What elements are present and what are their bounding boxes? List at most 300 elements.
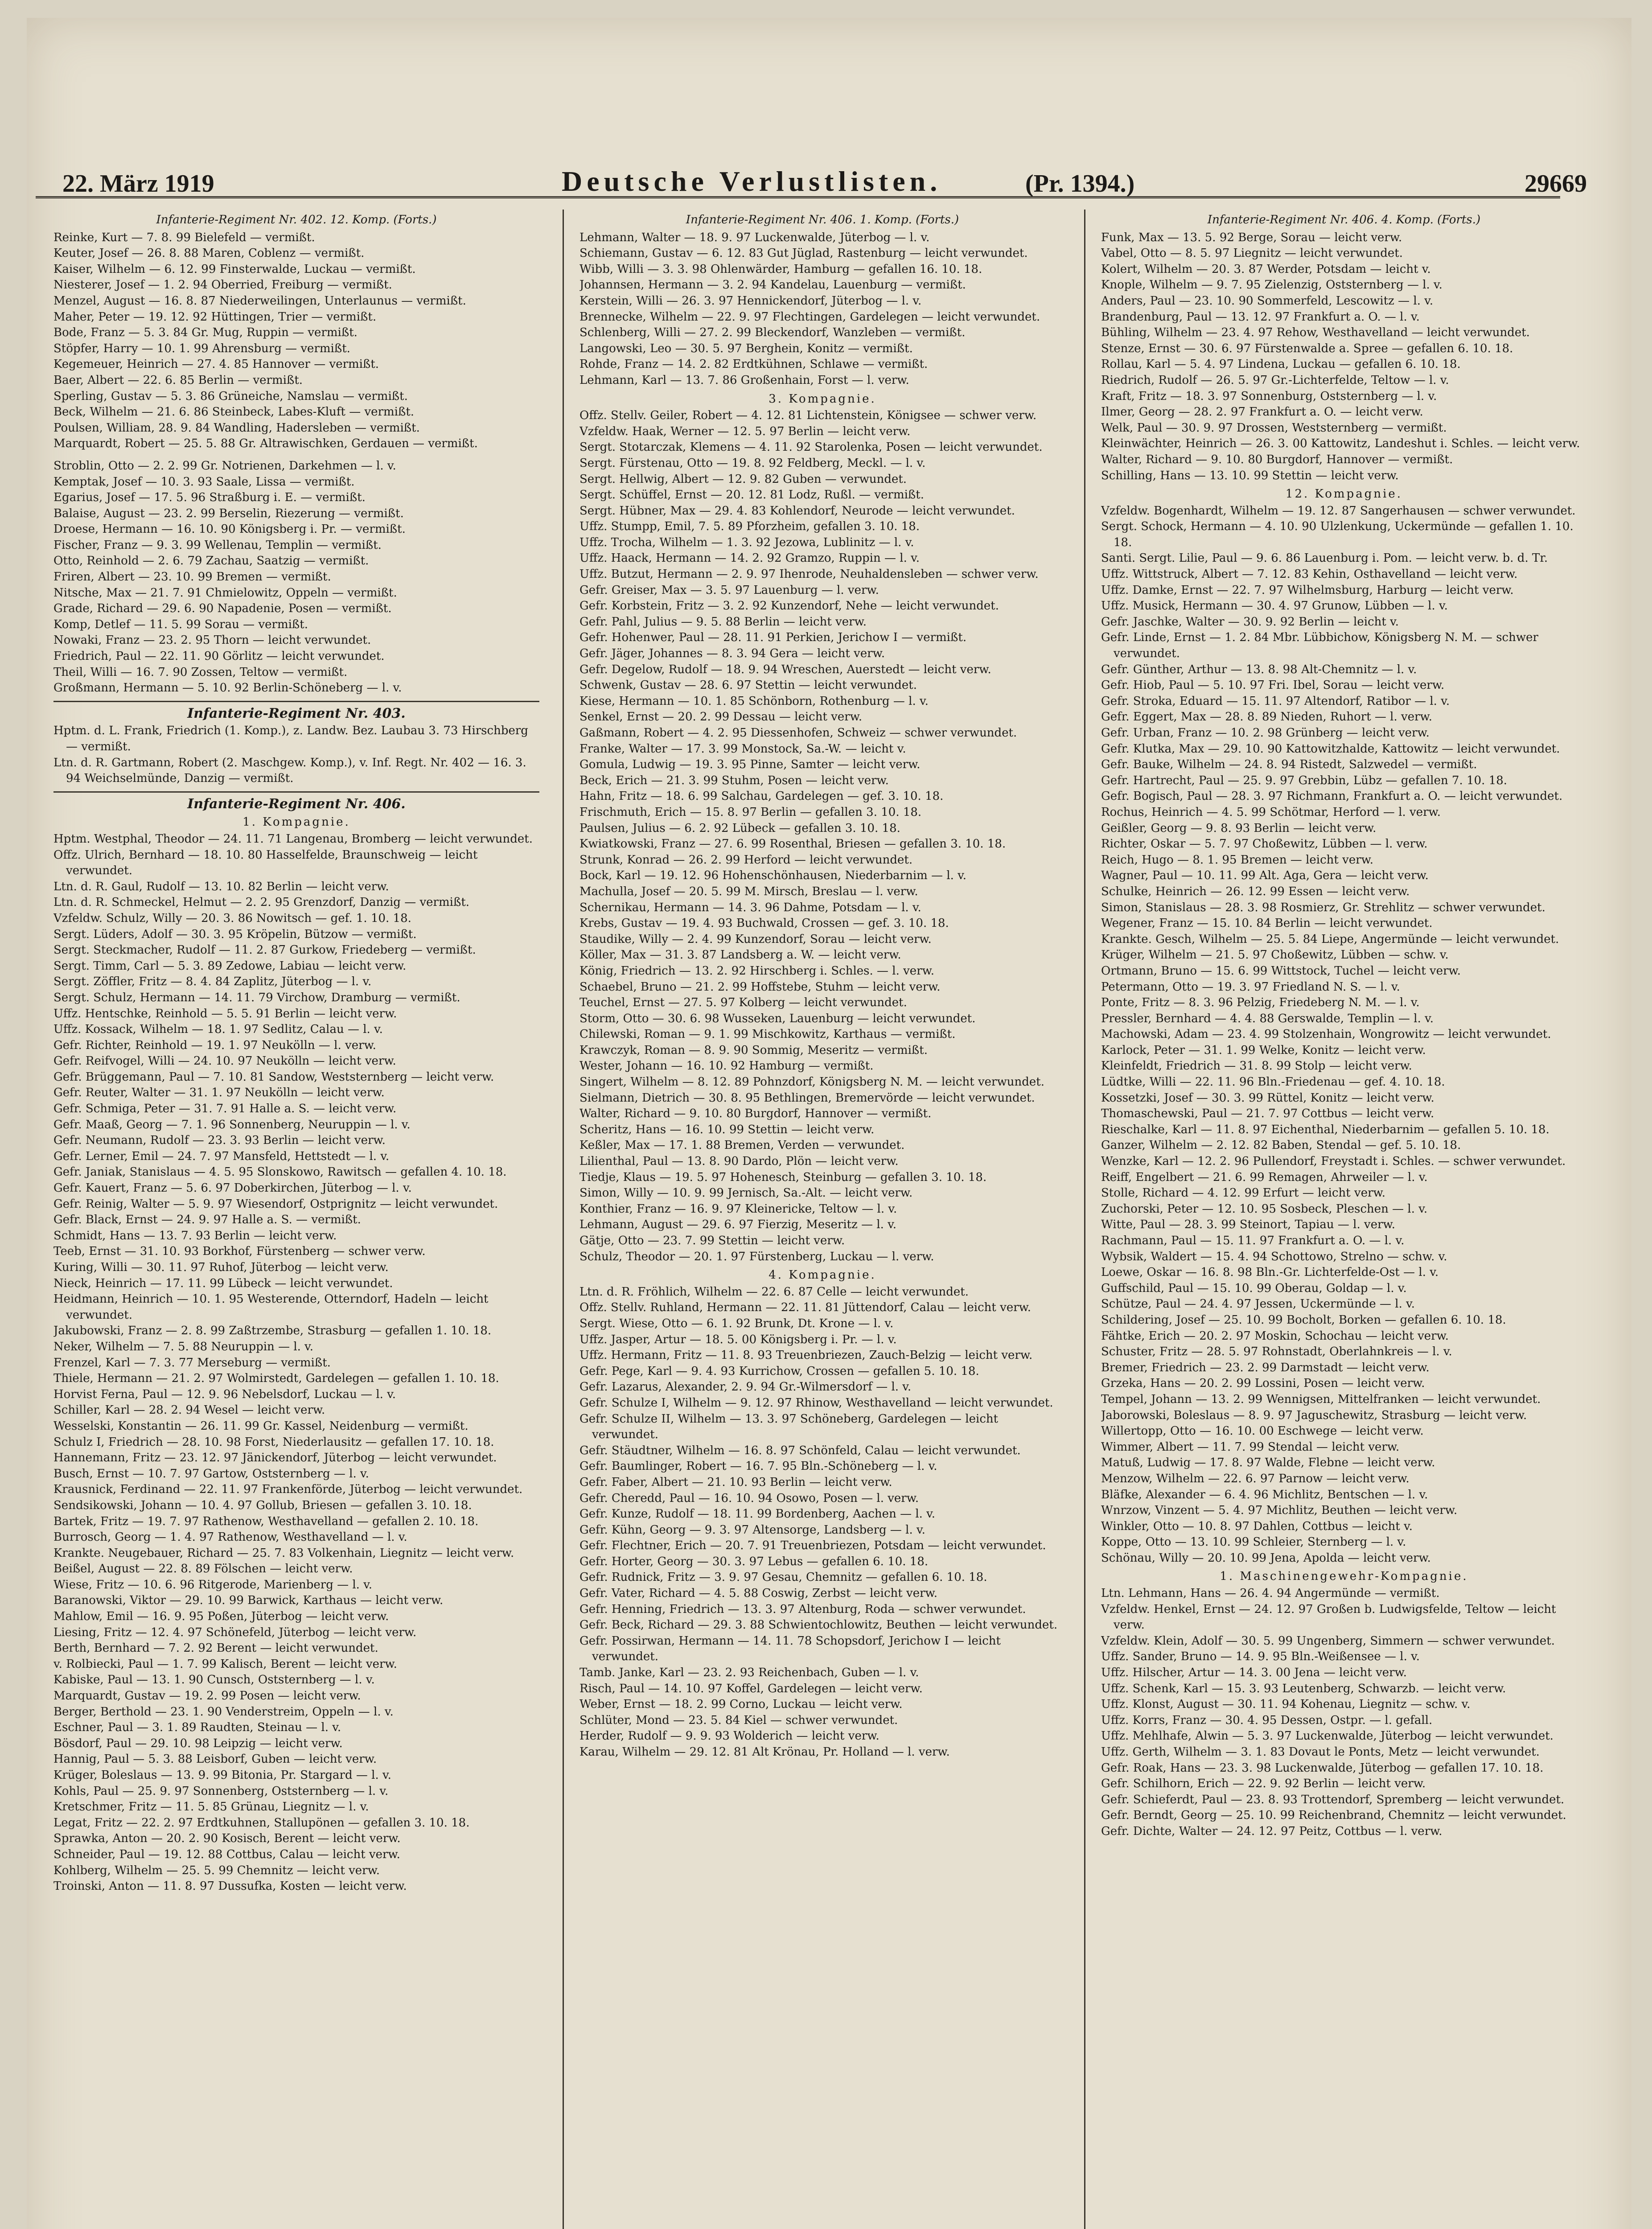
casualty-entry: Kiese, Hermann — 10. 1. 85 Schönborn, Rothenburg — l. v. <box>579 694 929 708</box>
casualty-entry: Gefr. Lerner, Emil — 24. 7. 97 Mansfeld, Hettstedt — l. v. <box>53 1149 390 1163</box>
casualty-entry: Weber, Ernst — 18. 2. 99 Corno, Luckau — leicht verw. <box>579 1698 903 1711</box>
spacer <box>53 452 539 458</box>
casualty-entry: Singert, Wilhelm — 8. 12. 89 Pohnzdorf, Königsberg N. M. — leicht verwundet. <box>579 1075 1044 1089</box>
casualty-entry: Jaborowski, Boleslaus — 8. 9. 97 Jaguschewitz, Strasburg — leicht verw. <box>1101 1408 1527 1422</box>
casualty-entry: Reiff, Engelbert — 21. 6. 99 Remagen, Ahrweiler — l. v. <box>1101 1170 1428 1184</box>
casualty-entry: Gefr. Pege, Karl — 9. 4. 93 Kurrichow, Crossen — gefallen 5. 10. 18. <box>579 1364 979 1378</box>
casualty-entry: Gefr. Stroka, Eduard — 15. 11. 97 Altendorf, Ratibor — l. v. <box>1101 694 1450 708</box>
casualty-entry: Johannsen, Hermann — 3. 2. 94 Kandelau, Lauenburg — vermißt. <box>579 278 966 292</box>
regiment-heading: Infanterie-Regiment Nr. 403. <box>187 705 406 721</box>
casualty-entry: Gefr. Bauke, Wilhelm — 24. 8. 94 Ristedt, Salzwedel — vermißt. <box>1101 758 1477 772</box>
casualty-entry: Uffz. Damke, Ernst — 22. 7. 97 Wilhelmsburg, Harburg — leicht verw. <box>1101 583 1514 597</box>
casualty-entry: Schiemann, Gustav — 6. 12. 83 Gut Jüglad, Rastenburg — leicht verwundet. <box>579 247 1028 260</box>
casualty-entry: Krüger, Boleslaus — 13. 9. 99 Bitonia, Pr. Stargard — l. v. <box>53 1768 391 1782</box>
casualty-entry: Kaiser, Wilhelm — 6. 12. 99 Finsterwalde, Luckau — vermißt. <box>53 262 416 276</box>
casualty-entry: Gefr. Urban, Franz — 10. 2. 98 Grünberg — leicht verw. <box>1101 726 1430 740</box>
casualty-entry: Sergt. Stotarczak, Klemens — 4. 11. 92 Starolenka, Posen — leicht verwundet. <box>579 440 1043 454</box>
casualty-entry: Fähtke, Erich — 20. 2. 97 Moskin, Schochau — leicht verw. <box>1101 1329 1449 1343</box>
casualty-entry: Kohls, Paul — 25. 9. 97 Sonnenberg, Oststernberg — l. v. <box>53 1784 389 1798</box>
casualty-entry: Paulsen, Julius — 6. 2. 92 Lübeck — gefallen 3. 10. 18. <box>579 821 900 835</box>
casualty-entry: Brennecke, Wilhelm — 22. 9. 97 Flechtingen, Gardelegen — leicht verwundet. <box>579 310 1040 324</box>
casualty-entry: Gefr. Linde, Ernst — 1. 2. 84 Mbr. Lübbichow, Königsberg N. M. — schwer verwundet. <box>1101 631 1538 661</box>
casualty-entry: Schiller, Karl — 28. 2. 94 Wesel — leicht verw. <box>53 1403 325 1417</box>
casualty-entry: Gefr. Neumann, Rudolf — 23. 3. 93 Berlin — leicht verw. <box>53 1134 386 1147</box>
casualty-entry: Schönau, Willy — 20. 10. 99 Jena, Apolda — leicht verw. <box>1101 1551 1431 1565</box>
casualty-entry: Storm, Otto — 30. 6. 98 Wusseken, Lauenburg — leicht verwundet. <box>579 1012 976 1025</box>
casualty-entry: Menzow, Wilhelm — 22. 6. 97 Parnow — leicht verw. <box>1101 1472 1410 1485</box>
casualty-entry: Gefr. Cheredd, Paul — 16. 10. 94 Osowo, Posen — l. verw. <box>579 1491 919 1505</box>
casualty-entry: Krüger, Wilhelm — 21. 5. 97 Choßewitz, Lübben — schw. v. <box>1101 948 1449 962</box>
casualty-entry: Chilewski, Roman — 9. 1. 99 Mischkowitz, Karthaus — vermißt. <box>579 1028 956 1041</box>
casualty-entry: Gefr. Pahl, Julius — 9. 5. 88 Berlin — leicht verw. <box>579 615 867 629</box>
casualty-entry: Gefr. Maaß, Georg — 7. 1. 96 Sonnenberg, Neuruppin — l. v. <box>53 1118 411 1131</box>
casualty-entry: Brandenburg, Paul — 13. 12. 97 Frankfurt a. O. — l. v. <box>1101 310 1420 324</box>
header-issue: (Pr. 1394.) <box>1025 170 1135 197</box>
casualty-entry: Willertopp, Otto — 16. 10. 00 Eschwege — leicht verw. <box>1101 1424 1424 1438</box>
casualty-entry: Horvist Ferna, Paul — 12. 9. 96 Nebelsdorf, Luckau — l. v. <box>53 1387 396 1401</box>
casualty-entry: Schuster, Fritz — 28. 5. 97 Rohnstadt, Oberlahnkreis — l. v. <box>1101 1345 1452 1359</box>
casualty-entry: Wimmer, Albert — 11. 7. 99 Stendal — leicht verw. <box>1101 1440 1400 1454</box>
casualty-entry: Ponte, Fritz — 8. 3. 96 Pelzig, Friedeberg N. M. — l. v. <box>1101 996 1420 1010</box>
casualty-entry: Wesselski, Konstantin — 26. 11. 99 Gr. Kassel, Neidenburg — vermißt. <box>53 1419 468 1433</box>
casualty-entry: Troinski, Anton — 11. 8. 97 Dussufka, Kosten — leicht verw. <box>53 1879 407 1893</box>
casualty-entry: Gefr. Jaschke, Walter — 30. 9. 92 Berlin — leicht v. <box>1101 615 1399 629</box>
casualty-entry: Teeb, Ernst — 31. 10. 93 Borkhof, Fürstenberg — schwer verw. <box>53 1245 426 1258</box>
casualty-entry: Gefr. Schmiga, Peter — 31. 7. 91 Halle a. S. — leicht verw. <box>53 1102 397 1116</box>
casualty-entry: Sielmann, Dietrich — 30. 8. 95 Bethlingen, Bremervörde — leicht verwundet. <box>579 1091 1035 1105</box>
casualty-entry: Gefr. Henning, Friedrich — 13. 3. 97 Altenburg, Roda — schwer verwundet. <box>579 1602 1026 1616</box>
casualty-entry: Krawczyk, Roman — 8. 9. 90 Sommig, Meseritz — vermißt. <box>579 1043 928 1057</box>
casualty-entry: Sprawka, Anton — 20. 2. 90 Kosisch, Berent — leicht verw. <box>53 1832 401 1846</box>
casualty-entry: Frischmuth, Erich — 15. 8. 97 Berlin — gefallen 3. 10. 18. <box>579 805 922 819</box>
casualty-entry: Vabel, Otto — 8. 5. 97 Liegnitz — leicht verwundet. <box>1101 247 1403 260</box>
casualty-entry: Walter, Richard — 9. 10. 80 Burgdorf, Hannover — vermißt. <box>579 1107 932 1121</box>
casualty-entry: Kwiatkowski, Franz — 27. 6. 99 Rosenthal, Briesen — gefallen 3. 10. 18. <box>579 837 1006 851</box>
casualty-entry: Offz. Ulrich, Bernhard — 18. 10. 80 Hasselfelde, Braunschweig — leicht verwundet. <box>53 848 478 878</box>
casualty-entry: Sergt. Hellwig, Albert — 12. 9. 82 Guben — verwundet. <box>579 472 907 486</box>
casualty-entry: Uffz. Hentschke, Reinhold — 5. 5. 91 Berlin — leicht verw. <box>53 1007 397 1020</box>
casualty-entry: Krausnick, Ferdinand — 22. 11. 97 Frankenförde, Jüterbog — leicht verwundet. <box>53 1483 523 1497</box>
casualty-entry: Friren, Albert — 23. 10. 99 Bremen — vermißt. <box>53 570 331 584</box>
casualty-entry: Risch, Paul — 14. 10. 97 Koffel, Gardelegen — leicht verw. <box>579 1682 923 1695</box>
casualty-entry: Uffz. Wittstruck, Albert — 7. 12. 83 Kehin, Osthavelland — leicht verw. <box>1101 568 1518 581</box>
casualty-entry: Egarius, Josef — 17. 5. 96 Straßburg i. E. — vermißt. <box>53 491 366 505</box>
casualty-entry: Gefr. Dichte, Walter — 24. 12. 97 Peitz, Cottbus — l. verw. <box>1101 1824 1442 1838</box>
casualty-entry: Vzfeldw. Bogenhardt, Wilhelm — 19. 12. 87 Sangerhausen — schwer verwundet. <box>1101 504 1576 518</box>
casualty-entry: Richter, Oskar — 5. 7. 97 Choßewitz, Lübben — l. verw. <box>1101 837 1428 851</box>
casualty-entry: Schulz, Theodor — 20. 1. 97 Fürstenberg, Luckau — l. verw. <box>579 1250 934 1263</box>
casualty-entry: Schernikau, Hermann — 14. 3. 96 Dahme, Potsdam — l. v. <box>579 901 921 914</box>
casualty-entry: Beißel, August — 22. 8. 89 Fölschen — leicht verw. <box>53 1562 353 1576</box>
casualty-entry: Machowski, Adam — 23. 4. 99 Stolzenhain, Wongrowitz — leicht verwundet. <box>1101 1028 1551 1041</box>
casualty-entry: Schwenk, Gustav — 28. 6. 97 Stettin — leicht verwundet. <box>579 679 917 692</box>
casualty-entry: Kuring, Willi — 30. 11. 97 Ruhof, Jüterbog — leicht verw. <box>53 1261 389 1274</box>
casualty-entry: Thomaschewski, Paul — 21. 7. 97 Cottbus — leicht verw. <box>1101 1107 1434 1121</box>
casualty-entry: Lilienthal, Paul — 13. 8. 90 Dardo, Plön — leicht verw. <box>579 1155 899 1168</box>
casualty-entry: Gefr. Richter, Reinhold — 19. 1. 97 Neukölln — l. verw. <box>53 1038 376 1052</box>
casualty-entry: Vzfeldw. Schulz, Willy — 20. 3. 86 Nowitsch — gef. 1. 10. 18. <box>53 911 411 925</box>
casualty-entry: Matuß, Ludwig — 17. 8. 97 Walde, Flebne — leicht verw. <box>1101 1456 1435 1470</box>
casualty-entry: Uffz. Butzut, Hermann — 2. 9. 97 Ihenrode, Neuhaldensleben — schwer verw. <box>579 568 1039 581</box>
casualty-entry: Berth, Bernhard — 7. 2. 92 Berent — leicht verwundet. <box>53 1641 378 1655</box>
casualty-entry: Kretschmer, Fritz — 11. 5. 85 Grünau, Liegnitz — l. v. <box>53 1800 369 1814</box>
casualty-entry: Krankte. Gesch, Wilhelm — 25. 5. 84 Liepe, Angermünde — leicht verwundet. <box>1101 932 1559 946</box>
section-rule <box>53 791 539 793</box>
casualty-entry: Gefr. Faber, Albert — 21. 10. 93 Berlin — leicht verw. <box>579 1475 892 1489</box>
casualty-entry: Gefr. Janiak, Stanislaus — 4. 5. 95 Slonskowo, Rawitsch — gefallen 4. 10. 18. <box>53 1165 507 1179</box>
casualty-entry: Sergt. Zöffler, Fritz — 8. 4. 84 Zaplitz, Jüterbog — l. v. <box>53 975 372 989</box>
casualty-entry: Gaßmann, Robert — 4. 2. 95 Diessenhofen, Schweiz — schwer verwundet. <box>579 726 1017 740</box>
casualty-entry: Tiedje, Klaus — 19. 5. 97 Hohenesch, Steinburg — gefallen 3. 10. 18. <box>579 1170 987 1184</box>
casualty-entry: Franke, Walter — 17. 3. 99 Monstock, Sa.-W. — leicht v. <box>579 742 906 756</box>
casualty-entry: Berger, Berthold — 23. 1. 90 Venderstreim, Oppeln — l. v. <box>53 1705 394 1719</box>
casualty-entry: Tempel, Johann — 13. 2. 99 Wennigsen, Mittelfranken — leicht verwundet. <box>1101 1392 1541 1406</box>
column-divider <box>1084 210 1085 2229</box>
casualty-entry: Pressler, Bernhard — 4. 4. 88 Gerswalde, Templin — l. v. <box>1101 1012 1434 1025</box>
header-page-number: 29669 <box>1525 170 1587 197</box>
casualty-entry: Uffz. Gerth, Wilhelm — 3. 1. 83 Dovaut le Ponts, Metz — leicht verwundet. <box>1101 1745 1540 1759</box>
casualty-entry: Gefr. Black, Ernst — 24. 9. 97 Halle a. S. — vermißt. <box>53 1213 361 1227</box>
casualty-entry: Anders, Paul — 23. 10. 90 Sommerfeld, Lescowitz — l. v. <box>1101 294 1434 308</box>
casualty-entry: Gefr. Schieferdt, Paul — 23. 8. 93 Trottendorf, Spremberg — leicht verwundet. <box>1101 1793 1565 1806</box>
casualty-entry: Bode, Franz — 5. 3. 84 Gr. Mug, Ruppin — vermißt. <box>53 326 358 340</box>
casualty-entry: Wegener, Franz — 15. 10. 84 Berlin — leicht verwundet. <box>1101 917 1433 930</box>
casualty-entry: Thiele, Hermann — 21. 2. 97 Wolmirstedt, Gardelegen — gefallen 1. 10. 18. <box>53 1372 499 1386</box>
casualty-entry: Tamb. Janke, Karl — 23. 2. 93 Reichenbach, Guben — l. v. <box>579 1666 919 1680</box>
casualty-entry: Sergt. Hübner, Max — 29. 4. 83 Kohlendorf, Neurode — leicht verwundet. <box>579 504 1015 518</box>
casualty-entry: Kolert, Wilhelm — 20. 3. 87 Werder, Potsdam — leicht v. <box>1101 262 1431 276</box>
casualty-entry: Gefr. Brüggemann, Paul — 7. 10. 81 Sandow, Weststernberg — leicht verw. <box>53 1070 494 1084</box>
casualty-entry: Gefr. Günther, Arthur — 13. 8. 98 Alt-Chemnitz — l. v. <box>1101 662 1417 676</box>
casualty-entry: Beck, Erich — 21. 3. 99 Stuhm, Posen — leicht verw. <box>579 773 889 787</box>
casualty-entry: König, Friedrich — 13. 2. 92 Hirschberg i. Schles. — l. verw. <box>579 964 935 978</box>
casualty-entry: Lüdtke, Willi — 22. 11. 96 Bln.-Friedenau — gef. 4. 10. 18. <box>1101 1075 1445 1089</box>
casualty-entry: Keßler, Max — 17. 1. 88 Bremen, Verden — verwundet. <box>579 1139 905 1152</box>
casualty-entry: Balaise, August — 23. 2. 99 Berselin, Riezerung — vermißt. <box>53 506 404 520</box>
casualty-entry: Uffz. Trocha, Wilhelm — 1. 3. 92 Jezowa, Lublinitz — l. v. <box>579 535 914 549</box>
casualty-entry: Kohlberg, Wilhelm — 25. 5. 99 Chemnitz — leicht verw. <box>53 1863 380 1877</box>
casualty-entry: Gefr. Schulze I, Wilhelm — 9. 12. 97 Rhinow, Westhavelland — leicht verwundet. <box>579 1396 1053 1410</box>
casualty-entry: Senkel, Ernst — 20. 2. 99 Dessau — leicht verw. <box>579 710 863 724</box>
casualty-entry: Ltn. d. R. Fröhlich, Wilhelm — 22. 6. 87 Celle — leicht verwundet. <box>579 1285 969 1299</box>
casualty-entry: Simon, Willy — 10. 9. 99 Jernisch, Sa.-Alt. — leicht verw. <box>579 1186 913 1200</box>
column-1 <box>53 210 539 2229</box>
casualty-entry: Uffz. Hilscher, Artur — 14. 3. 00 Jena — leicht verw. <box>1101 1666 1407 1680</box>
casualty-entry: Rieschalke, Karl — 11. 8. 97 Eichenthal, Niederbarnim — gefallen 5. 10. 18. <box>1101 1123 1549 1136</box>
casualty-entry: Wenzke, Karl — 12. 2. 96 Pullendorf, Freystadt i. Schles. — schwer verwundet. <box>1101 1155 1566 1168</box>
casualty-entry: Lehmann, August — 29. 6. 97 Fierzig, Meseritz — l. v. <box>579 1218 897 1232</box>
casualty-entry: Schlenberg, Willi — 27. 2. 99 Bleckendorf, Wanzleben — vermißt. <box>579 326 966 340</box>
casualty-entry: Bühling, Wilhelm — 23. 4. 97 Rehow, Westhavelland — leicht verwundet. <box>1101 326 1530 340</box>
casualty-entry: Gefr. Reuter, Walter — 31. 1. 97 Neukölln — leicht verw. <box>53 1086 385 1100</box>
casualty-entry: Kleinfeldt, Friedrich — 31. 8. 99 Stolp — leicht verw. <box>1101 1059 1412 1073</box>
casualty-entry: Droese, Hermann — 16. 10. 90 Königsberg i. Pr. — vermißt. <box>53 522 406 536</box>
casualty-entry: Uffz. Musick, Hermann — 30. 4. 97 Grunow, Lübben — l. v. <box>1101 599 1448 613</box>
casualty-entry: Offz. Stellv. Ruhland, Hermann — 22. 11. 81 Jüttendorf, Calau — leicht verw. <box>579 1301 1031 1315</box>
casualty-entry: Gefr. Schilhorn, Erich — 22. 9. 92 Berlin — leicht verw. <box>1101 1777 1426 1791</box>
casualty-entry: Rollau, Karl — 5. 4. 97 Lindena, Luckau — gefallen 6. 10. 18. <box>1101 358 1461 371</box>
casualty-entry: Sergt. Lüders, Adolf — 30. 3. 95 Kröpelin, Bützow — vermißt. <box>53 927 417 941</box>
casualty-entry: Hannig, Paul — 5. 3. 88 Leisborf, Guben — leicht verw. <box>53 1752 377 1766</box>
casualty-entry: Knople, Wilhelm — 9. 7. 95 Zielenzig, Oststernberg — l. v. <box>1101 278 1442 292</box>
casualty-entry: Kleinwächter, Heinrich — 26. 3. 00 Kattowitz, Landeshut i. Schles. — leicht verw. <box>1101 437 1580 451</box>
casualty-entry: v. Rolbiecki, Paul — 1. 7. 99 Kalisch, Berent — leicht verw. <box>53 1657 397 1671</box>
casualty-entry: Baranowski, Viktor — 29. 10. 99 Barwick, Karthaus — leicht verw. <box>53 1594 444 1608</box>
casualty-entry: Guffschild, Paul — 15. 10. 99 Oberau, Goldap — l. v. <box>1101 1281 1407 1295</box>
casualty-entry: Ltn. Lehmann, Hans — 26. 4. 94 Angermünde — vermißt. <box>1101 1587 1440 1600</box>
casualty-entry: Gefr. Jäger, Johannes — 8. 3. 94 Gera — leicht verw. <box>579 647 885 661</box>
casualty-entry: Schildering, Josef — 25. 10. 99 Bocholt, Borken — gefallen 6. 10. 18. <box>1101 1313 1506 1327</box>
casualty-entry: Offz. Stellv. Geiler, Robert — 4. 12. 81 Lichtenstein, Königsee — schwer verw. <box>579 409 1037 423</box>
continuation-heading: Infanterie-Regiment Nr. 406. 1. Komp. (Forts.) <box>686 213 959 226</box>
casualty-entry: Grade, Richard — 29. 6. 90 Napadenie, Posen — vermißt. <box>53 602 392 616</box>
casualty-entry: Neker, Wilhelm — 7. 5. 88 Neuruppin — l. v. <box>53 1340 314 1353</box>
casualty-entry: Poulsen, William, 28. 9. 84 Wandling, Hadersleben — vermißt. <box>53 421 420 435</box>
casualty-entry: Gefr. Reinig, Walter — 5. 9. 97 Wiesendorf, Ostprignitz — leicht verwundet. <box>53 1197 498 1211</box>
casualty-entry: Gefr. Flechtner, Erich — 20. 7. 91 Treuenbriezen, Potsdam — leicht verwundet. <box>579 1539 1046 1553</box>
column-divider <box>563 210 564 2229</box>
casualty-entry: Maher, Peter — 19. 12. 92 Hüttingen, Trier — vermißt. <box>53 310 377 324</box>
casualty-entry: Gefr. Kühn, Georg — 9. 3. 97 Altensorge, Landsberg — l. v. <box>579 1523 925 1537</box>
casualty-entry: Sergt. Fürstenau, Otto — 19. 8. 92 Feldberg, Meckl. — l. v. <box>579 456 926 470</box>
casualty-entry: Wibb, Willi — 3. 3. 98 Ohlenwärder, Hamburg — gefallen 16. 10. 18. <box>579 262 982 276</box>
casualty-entry: Friedrich, Paul — 22. 11. 90 Görlitz — leicht verwundet. <box>53 650 385 663</box>
casualty-entry: Lehmann, Walter — 18. 9. 97 Luckenwalde, Jüterbog — l. v. <box>579 230 930 244</box>
casualty-entry: Bösdorf, Paul — 29. 10. 98 Leipzig — leicht verw. <box>53 1736 343 1750</box>
casualty-entry: Gomula, Ludwig — 19. 3. 95 Pinne, Samter — leicht verw. <box>579 758 921 772</box>
casualty-entry: Wnrzow, Vinzent — 5. 4. 97 Michlitz, Beuthen — leicht verw. <box>1101 1504 1458 1518</box>
casualty-entry: Busch, Ernst — 10. 7. 97 Gartow, Oststernberg — l. v. <box>53 1467 369 1481</box>
casualty-entry: Burrosch, Georg — 1. 4. 97 Rathenow, Westhavelland — l. v. <box>53 1530 407 1544</box>
casualty-entry: Gefr. Lazarus, Alexander, 2. 9. 94 Gr.-Wilmersdorf — l. v. <box>579 1380 912 1394</box>
casualty-entry: Kabiske, Paul — 13. 1. 90 Cunsch, Oststernberg — l. v. <box>53 1673 375 1687</box>
casualty-entry: Gefr. Berndt, Georg — 25. 10. 99 Reichenbrand, Chemnitz — leicht verwundet. <box>1101 1809 1566 1822</box>
casualty-entry: Ltn. d. R. Gartmann, Robert (2. Maschgew. Komp.), v. Inf. Regt. Nr. 402 — 16. 3. 94 Weichselmünde, Danzig — vermißt. <box>53 756 526 785</box>
casualty-entry: Bock, Karl — 19. 12. 96 Hohenschönhausen, Niederbarnim — l. v. <box>579 869 967 883</box>
casualty-entry: Bremer, Friedrich — 23. 2. 99 Darmstadt — leicht verw. <box>1101 1361 1430 1374</box>
casualty-entry: Bartek, Fritz — 19. 7. 97 Rathenow, Westhavelland — gefallen 2. 10. 18. <box>53 1514 479 1528</box>
casualty-entry: Sergt. Timm, Carl — 5. 3. 89 Zedowe, Labiau — leicht verw. <box>53 959 407 973</box>
casualty-entry: Gefr. Beck, Richard — 29. 3. 88 Schwientochlowitz, Beuthen — leicht verwundet. <box>579 1618 1058 1632</box>
casualty-entry: Vzfeldw. Klein, Adolf — 30. 5. 99 Ungenberg, Simmern — schwer verwundet. <box>1101 1634 1555 1648</box>
continuation-heading: Infanterie-Regiment Nr. 406. 4. Komp. (Forts.) <box>1207 213 1481 226</box>
casualty-entry: Rochus, Heinrich — 4. 5. 99 Schötmar, Herford — l. verw. <box>1101 805 1441 819</box>
casualty-entry: Bläfke, Alexander — 6. 4. 96 Michlitz, Bentschen — l. v. <box>1101 1488 1428 1501</box>
column-2 <box>579 210 1065 2229</box>
casualty-entry: Wiese, Fritz — 10. 6. 96 Ritgerode, Marienberg — l. v. <box>53 1578 373 1592</box>
casualty-entry: Hannemann, Fritz — 23. 12. 97 Jänickendorf, Jüterbog — leicht verwundet. <box>53 1451 497 1465</box>
casualty-entry: Mahlow, Emil — 16. 9. 95 Poßen, Jüterbog — leicht verw. <box>53 1610 389 1624</box>
casualty-entry: Gefr. Degelow, Rudolf — 18. 9. 94 Wreschen, Auerstedt — leicht verw. <box>579 662 991 676</box>
casualty-entry: Gefr. Stäudtner, Wilhelm — 16. 8. 97 Schönfeld, Calau — leicht verwundet. <box>579 1444 1021 1457</box>
casualty-entry: Reinke, Kurt — 7. 8. 99 Bielefeld — vermißt. <box>53 230 315 244</box>
casualty-entry: Geißler, Georg — 9. 8. 93 Berlin — leicht verw. <box>1101 821 1377 835</box>
casualty-entry: Loewe, Oskar — 16. 8. 98 Bln.-Gr. Lichterfelde-Ost — l. v. <box>1101 1266 1439 1279</box>
casualty-entry: Niesterer, Josef — 1. 2. 94 Oberried, Freiburg — vermißt. <box>53 278 392 292</box>
casualty-entry: Sergt. Schulz, Hermann — 14. 11. 79 Virchow, Dramburg — vermißt. <box>53 991 460 1004</box>
casualty-entry: Ganzer, Wilhelm — 2. 12. 82 Baben, Stendal — gef. 5. 10. 18. <box>1101 1139 1461 1152</box>
casualty-entry: Jakubowski, Franz — 2. 8. 99 Zaßtrzembe, Strasburg — gefallen 1. 10. 18. <box>53 1324 492 1338</box>
casualty-entry: Gefr. Vater, Richard — 4. 5. 88 Coswig, Zerbst — leicht verw. <box>579 1587 937 1600</box>
casualty-entry: Stroblin, Otto — 2. 2. 99 Gr. Notrienen, Darkehmen — l. v. <box>53 459 396 473</box>
casualty-entry: Gefr. Hohenwer, Paul — 28. 11. 91 Perkien, Jerichow I — vermißt. <box>579 631 967 645</box>
casualty-entry: Ltn. d. R. Gaul, Rudolf — 13. 10. 82 Berlin — leicht verw. <box>53 880 389 893</box>
casualty-entry: Nitsche, Max — 21. 7. 91 Chmielowitz, Oppeln — vermißt. <box>53 586 397 600</box>
casualty-entry: Simon, Stanislaus — 28. 3. 98 Rosmierz, Gr. Strehlitz — schwer verwundet. <box>1101 901 1545 914</box>
casualty-entry: Kerstein, Willi — 26. 3. 97 Hennickendorf, Jüterbog — l. v. <box>579 294 922 308</box>
casualty-entry: Sergt. Schock, Hermann — 4. 10. 90 Ulzlenkung, Uckermünde — gefallen 1. 10. 18. <box>1101 520 1574 549</box>
casualty-entry: Sergt. Wiese, Otto — 6. 1. 92 Brunk, Dt. Krone — l. v. <box>579 1316 894 1330</box>
casualty-entry: Gefr. Korbstein, Fritz — 3. 2. 92 Kunzendorf, Nehe — leicht verwundet. <box>579 599 999 613</box>
casualty-entry: Herder, Rudolf — 9. 9. 93 Wolderich — leicht verw. <box>579 1729 879 1743</box>
casualty-entry: Uffz. Haack, Hermann — 14. 2. 92 Gramzo, Ruppin — l. v. <box>579 551 920 565</box>
casualty-entry: Rachmann, Paul — 15. 11. 97 Frankfurt a. O. — l. v. <box>1101 1234 1405 1247</box>
regiment-heading: Infanterie-Regiment Nr. 406. <box>187 796 406 812</box>
casualty-entry: Liesing, Fritz — 12. 4. 97 Schönefeld, Jüterbog — leicht verw. <box>53 1625 417 1639</box>
casualty-entry: Gefr. Greiser, Max — 3. 5. 97 Lauenburg — l. verw. <box>579 583 879 597</box>
casualty-entry: Karau, Wilhelm — 29. 12. 81 Alt Krönau, Pr. Holland — l. verw. <box>579 1745 950 1759</box>
casualty-entry: Hptm. Westphal, Theodor — 24. 11. 71 Langenau, Bromberg — leicht verwundet. <box>53 832 533 846</box>
casualty-entry: Riedrich, Rudolf — 26. 5. 97 Gr.-Lichterfelde, Teltow — l. v. <box>1101 373 1449 387</box>
casualty-entry: Strunk, Konrad — 26. 2. 99 Herford — leicht verwundet. <box>579 853 913 867</box>
casualty-entry: Machulla, Josef — 20. 5. 99 M. Mirsch, Breslau — l. verw. <box>579 884 918 898</box>
column-3 <box>1101 210 1587 2229</box>
continuation-heading: Infanterie-Regiment Nr. 402. 12. Komp. (Forts.) <box>156 213 437 226</box>
casualty-entry: Komp, Detlef — 11. 5. 99 Sorau — vermißt. <box>53 617 308 631</box>
casualty-entry: Schlüter, Mond — 23. 5. 84 Kiel — schwer verwundet. <box>579 1713 898 1727</box>
casualty-entry: Gefr. Eggert, Max — 28. 8. 89 Nieden, Ruhort — l. verw. <box>1101 710 1432 724</box>
casualty-entry: Stöpfer, Harry — 10. 1. 99 Ahrensburg — vermißt. <box>53 341 350 355</box>
casualty-entry: Uffz. Schenk, Karl — 15. 3. 93 Leutenberg, Schwarzb. — leicht verw. <box>1101 1682 1506 1695</box>
casualty-entry: Langowski, Leo — 30. 5. 97 Berghein, Konitz — vermißt. <box>579 341 913 355</box>
casualty-entry: Gefr. Baumlinger, Robert — 16. 7. 95 Bln.-Schöneberg — l. v. <box>579 1460 937 1473</box>
casualty-entry: Schütze, Paul — 24. 4. 97 Jessen, Uckermünde — l. v. <box>1101 1297 1415 1311</box>
casualty-entry: Stenze, Ernst — 30. 6. 97 Fürstenwalde a. Spree — gefallen 6. 10. 18. <box>1101 341 1513 355</box>
casualty-entry: Ortmann, Bruno — 15. 6. 99 Wittstock, Tuchel — leicht verw. <box>1101 964 1461 978</box>
casualty-entry: Konthier, Franz — 16. 9. 97 Kleinericke, Teltow — l. v. <box>579 1202 897 1216</box>
casualty-entry: Welk, Paul — 30. 9. 97 Drossen, Weststernberg — vermißt. <box>1101 421 1447 435</box>
casualty-entry: Gefr. Hiob, Paul — 5. 10. 97 Fri. Ibel, Sorau — leicht verw. <box>1101 679 1445 692</box>
casualty-entry: Scheritz, Hans — 16. 10. 99 Stettin — leicht verw. <box>579 1123 875 1136</box>
casualty-entry: Gefr. Possirwan, Hermann — 14. 11. 78 Schopsdorf, Jerichow I — leicht verwundet. <box>579 1634 1001 1664</box>
casualty-entry: Sergt. Steckmacher, Rudolf — 11. 2. 87 Gurkow, Friedeberg — vermißt. <box>53 943 476 957</box>
casualty-entry: Keuter, Josef — 26. 8. 88 Maren, Coblenz — vermißt. <box>53 247 365 260</box>
casualty-entry: Witte, Paul — 28. 3. 99 Steinort, Tapiau — l. verw. <box>1101 1218 1395 1232</box>
casualty-entry: Gefr. Klutka, Max — 29. 10. 90 Kattowitzhalde, Kattowitz — leicht verwundet. <box>1101 742 1560 756</box>
header-rule <box>36 196 1560 198</box>
casualty-entry: Schmidt, Hans — 13. 7. 93 Berlin — leicht verw. <box>53 1229 337 1242</box>
company-heading: 4. Kompagnie. <box>768 1268 876 1282</box>
casualty-entry: Uffz. Mehlhafe, Alwin — 5. 3. 97 Luckenwalde, Jüterbog — leicht verwundet. <box>1101 1729 1553 1743</box>
casualty-entry: Wybsik, Waldert — 15. 4. 94 Schottowo, Strelno — schw. v. <box>1101 1250 1447 1263</box>
casualty-entry: Legat, Fritz — 22. 2. 97 Erdtkuhnen, Stallupönen — gefallen 3. 10. 18. <box>53 1816 470 1830</box>
casualty-entry: Hahn, Fritz — 18. 6. 99 Salchau, Gardelegen — gef. 3. 10. 18. <box>579 790 944 803</box>
casualty-entry: Vzfeldw. Haak, Werner — 12. 5. 97 Berlin — leicht verw. <box>579 424 911 438</box>
casualty-entry: Karlock, Peter — 31. 1. 99 Welke, Konitz — leicht verw. <box>1101 1043 1426 1057</box>
casualty-entry: Nowaki, Franz — 23. 2. 95 Thorn — leicht verwundet. <box>53 633 371 647</box>
casualty-entry: Wagner, Paul — 10. 11. 99 Alt. Aga, Gera — leicht verw. <box>1101 869 1429 883</box>
casualty-entry: Staudike, Willy — 2. 4. 99 Kunzendorf, Sorau — leicht verw. <box>579 932 932 946</box>
casualty-entry: Sergt. Schüffel, Ernst — 20. 12. 81 Lodz, Rußl. — vermißt. <box>579 488 925 502</box>
casualty-entry: Gefr. Horter, Georg — 30. 3. 97 Lebus — gefallen 6. 10. 18. <box>579 1555 929 1568</box>
company-heading: 12. Kompagnie. <box>1285 487 1403 501</box>
casualty-entry: Schaebel, Bruno — 21. 2. 99 Hoffstebe, Stuhm — leicht verw. <box>579 980 941 994</box>
casualty-entry: Lehmann, Karl — 13. 7. 86 Großenhain, Forst — l. verw. <box>579 373 909 387</box>
casualty-entry: Uffz. Klonst, August — 30. 11. 94 Kohenau, Liegnitz — schw. v. <box>1101 1698 1471 1711</box>
casualty-entry: Otto, Reinhold — 2. 6. 79 Zachau, Saatzig — vermißt. <box>53 554 369 568</box>
casualty-entry: Nieck, Heinrich — 17. 11. 99 Lübeck — leicht verwundet. <box>53 1276 393 1290</box>
casualty-entry: Uffz. Kossack, Wilhelm — 18. 1. 97 Sedlitz, Calau — l. v. <box>53 1023 383 1036</box>
casualty-entry: Uffz. Hermann, Fritz — 11. 8. 93 Treuenbriezen, Zauch-Belzig — leicht verw. <box>579 1349 1033 1362</box>
casualty-entry: Uffz. Sander, Bruno — 14. 9. 95 Bln.-Weißensee — l. v. <box>1101 1650 1420 1664</box>
casualty-entry: Schulke, Heinrich — 26. 12. 99 Essen — leicht verw. <box>1101 884 1410 898</box>
casualty-entry: Ltn. d. R. Schmeckel, Helmut — 2. 2. 95 Grenzdorf, Danzig — vermißt. <box>53 896 470 909</box>
casualty-entry: Schneider, Paul — 19. 12. 88 Cottbus, Calau — leicht verw. <box>53 1847 400 1861</box>
casualty-entry: Reich, Hugo — 8. 1. 95 Bremen — leicht verw. <box>1101 853 1374 867</box>
casualty-entry: Kegemeuer, Heinrich — 27. 4. 85 Hannover — vermißt. <box>53 358 379 371</box>
casualty-entry: Gätje, Otto — 23. 7. 99 Stettin — leicht verw. <box>579 1234 845 1247</box>
casualty-entry: Marquardt, Robert — 25. 5. 88 Gr. Altrawischken, Gerdauen — vermißt. <box>53 437 478 451</box>
casualty-entry: Uffz. Jasper, Artur — 18. 5. 00 Königsberg i. Pr. — l. v. <box>579 1332 897 1346</box>
casualty-entry: Rohde, Franz — 14. 2. 82 Erdtkühnen, Schlawe — vermißt. <box>579 358 928 371</box>
casualty-entry: Kemptak, Josef — 10. 3. 93 Saale, Lissa — vermißt. <box>53 475 355 489</box>
casualty-entry: Koppe, Otto — 13. 10. 99 Schleier, Sternberg — l. v. <box>1101 1535 1406 1549</box>
casualty-entry: Wester, Johann — 16. 10. 92 Hamburg — vermißt. <box>579 1059 874 1073</box>
company-heading: 1. Maschinengewehr-Kompagnie. <box>1220 1570 1468 1583</box>
section-rule <box>53 701 539 702</box>
header-title: Deutsche Verlustlisten. <box>562 165 942 197</box>
casualty-entry: Hptm. d. L. Frank, Friedrich (1. Komp.), z. Landw. Bez. Laubau 3. 73 Hirschberg — vermißt. <box>53 724 528 753</box>
casualty-entry: Heidmann, Heinrich — 10. 1. 95 Westerende, Otterndorf, Hadeln — leicht verwundet. <box>53 1292 489 1322</box>
casualty-entry: Gefr. Rudnick, Fritz — 3. 9. 97 Gesau, Chemnitz — gefallen 6. 10. 18. <box>579 1571 987 1584</box>
casualty-entry: Gefr. Kunze, Rudolf — 18. 11. 99 Bordenberg, Aachen — l. v. <box>579 1507 936 1521</box>
casualty-entry: Gefr. Kauert, Franz — 5. 6. 97 Doberkirchen, Jüterbog — l. v. <box>53 1181 412 1195</box>
casualty-entry: Kossetzki, Josef — 30. 3. 99 Rüttel, Konitz — leicht verw. <box>1101 1091 1434 1105</box>
casualty-entry: Teuchel, Ernst — 27. 5. 97 Kolberg — leicht verwundet. <box>579 996 907 1010</box>
casualty-entry: Walter, Richard — 9. 10. 80 Burgdorf, Hannover — vermißt. <box>1101 452 1453 466</box>
casualty-entry: Uffz. Stumpp, Emil, 7. 5. 89 Pforzheim, gefallen 3. 10. 18. <box>579 520 920 534</box>
casualty-entry: Gefr. Hartrecht, Paul — 25. 9. 97 Grebbin, Lübz — gefallen 7. 10. 18. <box>1101 773 1508 787</box>
casualty-entry: Gefr. Schulze II, Wilhelm — 13. 3. 97 Schöneberg, Gardelegen — leicht verwundet. <box>579 1412 999 1442</box>
casualty-entry: Marquardt, Gustav — 19. 2. 99 Posen — leicht verw. <box>53 1689 361 1703</box>
casualty-entry: Uffz. Korrs, Franz — 30. 4. 95 Dessen, Ostpr. — l. gefall. <box>1101 1713 1433 1727</box>
casualty-entry: Frenzel, Karl — 7. 3. 77 Merseburg — vermißt. <box>53 1356 331 1369</box>
casualty-entry: Funk, Max — 13. 5. 92 Berge, Sorau — leicht verw. <box>1101 230 1402 244</box>
casualty-entry: Grzeka, Hans — 20. 2. 99 Lossini, Posen — leicht verw. <box>1101 1377 1425 1390</box>
casualty-entry: Gefr. Bogisch, Paul — 28. 3. 97 Richmann, Frankfurt a. O. — leicht verwundet. <box>1101 790 1563 803</box>
casualty-entry: Gefr. Reifvogel, Willi — 24. 10. 97 Neukölln — leicht verw. <box>53 1054 396 1068</box>
header-date: 22. März 1919 <box>62 170 214 197</box>
casualty-entry: Vzfeldw. Henkel, Ernst — 24. 12. 97 Großen b. Ludwigsfelde, Teltow — leicht verw. <box>1101 1602 1556 1632</box>
casualty-entry: Beck, Wilhelm — 21. 6. 86 Steinbeck, Labes-Kluft — vermißt. <box>53 405 415 419</box>
casualty-entry: Santi. Sergt. Lilie, Paul — 9. 6. 86 Lauenburg i. Pom. — leicht verw. b. d. Tr. <box>1101 551 1548 565</box>
casualty-entry: Sendsikowski, Johann — 10. 4. 97 Gollub, Briesen — gefallen 3. 10. 18. <box>53 1498 472 1512</box>
casualty-entry: Köller, Max — 31. 3. 87 Landsberg a. W. — leicht verw. <box>579 948 901 962</box>
casualty-entry: Winkler, Otto — 10. 8. 97 Dahlen, Cottbus — leicht v. <box>1101 1519 1413 1533</box>
casualty-entry: Krebs, Gustav — 19. 4. 93 Buchwald, Crossen — gef. 3. 10. 18. <box>579 917 949 930</box>
casualty-entry: Baer, Albert — 22. 6. 85 Berlin — vermißt. <box>53 373 303 387</box>
casualty-entry: Schulz I, Friedrich — 28. 10. 98 Forst, Niederlausitz — gefallen 17. 10. 18. <box>53 1435 494 1449</box>
casualty-entry: Eschner, Paul — 3. 1. 89 Raudten, Steinau — l. v. <box>53 1721 341 1735</box>
casualty-entry: Menzel, August — 16. 8. 87 Niederweilingen, Unterlaunus — vermißt. <box>53 294 466 308</box>
casualty-entry: Gefr. Roak, Hans — 23. 3. 98 Luckenwalde, Jüterbog — gefallen 17. 10. 18. <box>1101 1761 1544 1775</box>
casualty-entry: Theil, Willi — 16. 7. 90 Zossen, Teltow — vermißt. <box>53 665 348 679</box>
casualty-entry: Krankte. Neugebauer, Richard — 25. 7. 83 Volkenhain, Liegnitz — leicht verw. <box>53 1546 514 1560</box>
casualty-entry: Fischer, Franz — 9. 3. 99 Wellenau, Templin — vermißt. <box>53 538 382 552</box>
casualty-entry: Ilmer, Georg — 28. 2. 97 Frankfurt a. O. — leicht verw. <box>1101 405 1423 419</box>
company-heading: 3. Kompagnie. <box>768 392 876 406</box>
casualty-entry: Stolle, Richard — 4. 12. 99 Erfurt — leicht verw. <box>1101 1186 1385 1200</box>
